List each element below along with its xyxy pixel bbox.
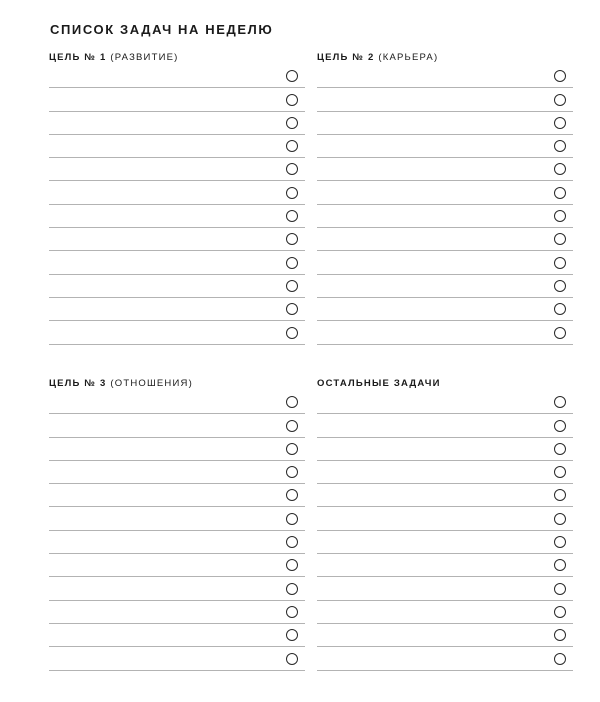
task-row[interactable] (317, 158, 573, 181)
task-row[interactable] (49, 65, 305, 88)
task-row[interactable] (49, 158, 305, 181)
section-subtitle: (ОТНОШЕНИЯ) (110, 378, 193, 389)
task-checkbox[interactable] (286, 489, 298, 501)
task-checkbox[interactable] (554, 163, 566, 175)
task-list (49, 65, 305, 345)
task-row[interactable] (49, 438, 305, 461)
task-row[interactable] (317, 531, 573, 554)
task-row[interactable] (49, 507, 305, 530)
task-checkbox[interactable] (554, 536, 566, 548)
task-row[interactable] (317, 601, 573, 624)
task-checkbox[interactable] (554, 653, 566, 665)
task-checkbox[interactable] (554, 140, 566, 152)
task-row[interactable] (317, 577, 573, 600)
task-row[interactable] (317, 251, 573, 274)
task-checkbox[interactable] (286, 583, 298, 595)
task-checkbox[interactable] (286, 396, 298, 408)
task-checkbox[interactable] (554, 327, 566, 339)
task-row[interactable] (49, 484, 305, 507)
task-row[interactable] (49, 181, 305, 204)
task-checkbox[interactable] (286, 559, 298, 571)
task-row[interactable] (49, 391, 305, 414)
task-checkbox[interactable] (554, 396, 566, 408)
task-row[interactable] (49, 554, 305, 577)
task-checkbox[interactable] (554, 117, 566, 129)
task-checkbox[interactable] (554, 94, 566, 106)
task-checkbox[interactable] (286, 117, 298, 129)
task-checkbox[interactable] (286, 606, 298, 618)
task-row[interactable] (49, 601, 305, 624)
task-checkbox[interactable] (286, 536, 298, 548)
task-row[interactable] (317, 228, 573, 251)
task-row[interactable] (317, 205, 573, 228)
task-checkbox[interactable] (286, 420, 298, 432)
section-subtitle: (РАЗВИТИЕ) (110, 52, 179, 63)
task-row[interactable] (49, 624, 305, 647)
task-row[interactable] (49, 205, 305, 228)
task-list (317, 65, 573, 345)
task-checkbox[interactable] (286, 94, 298, 106)
page-title: СПИСОК ЗАДАЧ НА НЕДЕЛЮ (50, 22, 274, 37)
task-row[interactable] (317, 484, 573, 507)
task-checkbox[interactable] (554, 70, 566, 82)
task-row[interactable] (49, 135, 305, 158)
task-row[interactable] (49, 321, 305, 344)
task-row[interactable] (317, 112, 573, 135)
task-checkbox[interactable] (286, 70, 298, 82)
task-checkbox[interactable] (286, 466, 298, 478)
task-row[interactable] (49, 461, 305, 484)
task-list (317, 391, 573, 671)
section-heading (317, 378, 441, 390)
task-checkbox[interactable] (554, 443, 566, 455)
task-row[interactable] (317, 88, 573, 111)
task-checkbox[interactable] (554, 420, 566, 432)
task-row[interactable] (49, 414, 305, 437)
task-row[interactable] (317, 298, 573, 321)
task-checkbox[interactable] (554, 629, 566, 641)
task-checkbox[interactable] (554, 559, 566, 571)
task-checkbox[interactable] (554, 606, 566, 618)
task-checkbox[interactable] (554, 257, 566, 269)
section-heading (317, 52, 438, 64)
task-row[interactable] (317, 647, 573, 670)
section-title: ЦЕЛЬ № 3 (49, 378, 107, 389)
task-checkbox[interactable] (286, 303, 298, 315)
task-checkbox[interactable] (554, 187, 566, 199)
task-checkbox[interactable] (554, 280, 566, 292)
task-row[interactable] (317, 321, 573, 344)
task-checkbox[interactable] (554, 233, 566, 245)
task-checkbox[interactable] (286, 210, 298, 222)
task-checkbox[interactable] (286, 443, 298, 455)
section-subtitle: (КАРЬЕРА) (378, 52, 439, 63)
task-row[interactable] (317, 275, 573, 298)
task-row[interactable] (49, 251, 305, 274)
section-title: ЦЕЛЬ № 1 (49, 52, 107, 63)
section-title: ЦЕЛЬ № 2 (317, 52, 375, 63)
task-checkbox[interactable] (554, 489, 566, 501)
task-row[interactable] (317, 414, 573, 437)
task-checkbox[interactable] (554, 513, 566, 525)
task-row[interactable] (49, 531, 305, 554)
task-checkbox[interactable] (286, 513, 298, 525)
task-row[interactable] (317, 461, 573, 484)
task-row[interactable] (49, 298, 305, 321)
task-row[interactable] (317, 507, 573, 530)
section-heading (49, 52, 179, 64)
task-checkbox[interactable] (286, 257, 298, 269)
task-checkbox[interactable] (286, 327, 298, 339)
task-checkbox[interactable] (286, 629, 298, 641)
section-title: ОСТАЛЬНЫЕ ЗАДАЧИ (317, 378, 441, 389)
task-list (49, 391, 305, 671)
task-row[interactable] (49, 647, 305, 670)
task-checkbox[interactable] (286, 653, 298, 665)
task-checkbox[interactable] (286, 163, 298, 175)
task-row[interactable] (49, 112, 305, 135)
task-checkbox[interactable] (286, 187, 298, 199)
task-checkbox[interactable] (286, 233, 298, 245)
task-checkbox[interactable] (554, 210, 566, 222)
task-row[interactable] (49, 275, 305, 298)
task-checkbox[interactable] (554, 583, 566, 595)
task-row[interactable] (317, 391, 573, 414)
task-checkbox[interactable] (286, 140, 298, 152)
section-heading (49, 378, 193, 390)
task-row[interactable] (317, 65, 573, 88)
task-row[interactable] (317, 181, 573, 204)
task-row[interactable] (49, 88, 305, 111)
task-row[interactable] (317, 554, 573, 577)
task-checkbox[interactable] (286, 280, 298, 292)
task-row[interactable] (317, 624, 573, 647)
task-row[interactable] (49, 228, 305, 251)
task-checkbox[interactable] (554, 303, 566, 315)
task-row[interactable] (49, 577, 305, 600)
task-row[interactable] (317, 135, 573, 158)
task-row[interactable] (317, 438, 573, 461)
task-checkbox[interactable] (554, 466, 566, 478)
